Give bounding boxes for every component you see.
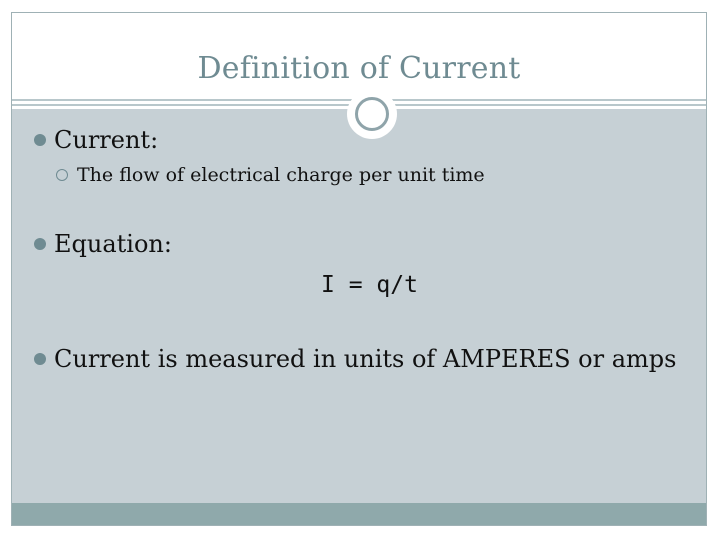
slide-frame bbox=[11, 12, 707, 526]
bullet-text: Equation: bbox=[54, 230, 172, 258]
bullet-dot-icon bbox=[34, 238, 46, 250]
bullet-dot-icon bbox=[34, 134, 46, 146]
bullet-text: Current: bbox=[54, 126, 159, 154]
sub-bullet-definition bbox=[56, 164, 485, 186]
bullet-amperes bbox=[34, 345, 676, 373]
title-area bbox=[12, 13, 706, 101]
bullet-current bbox=[34, 126, 158, 154]
bullet-circle-icon bbox=[56, 169, 68, 181]
bullet-equation bbox=[34, 230, 172, 258]
ring-icon bbox=[355, 97, 389, 131]
bullet-dot-icon bbox=[34, 353, 46, 365]
footer-bar bbox=[12, 503, 706, 525]
slide-title: Definition of Current bbox=[197, 51, 521, 86]
equation: I = q/t bbox=[321, 272, 418, 298]
bullet-text: Current is measured in units of AMPERES or amps bbox=[54, 345, 677, 373]
bullet-text: The flow of electrical charge per unit time bbox=[77, 164, 485, 186]
medallion-icon bbox=[347, 89, 397, 139]
